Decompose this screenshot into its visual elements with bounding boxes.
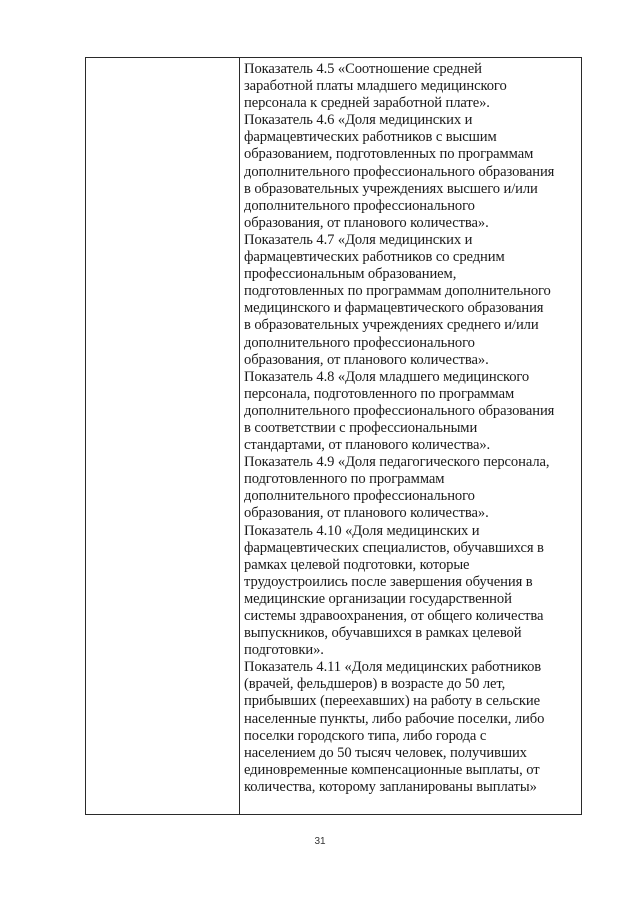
text-line: системы здравоохранения, от общего количества bbox=[244, 608, 544, 624]
text-line: медицинского и фармацевтического образования bbox=[244, 300, 544, 317]
text-line: Показатель 4.8 «Доля младшего медицинского bbox=[244, 368, 530, 385]
text-line: дополнительного профессионального образования bbox=[244, 402, 555, 419]
text-line: образованием, подготовленных по программам bbox=[244, 146, 534, 163]
text-line: Показатель 4.9 «Доля педагогического персонала, bbox=[244, 454, 550, 471]
text-line: подготовленного по программам bbox=[244, 471, 445, 488]
text-line: населенные пункты, либо рабочие поселки, либо bbox=[244, 710, 545, 727]
text-line: фармацевтических специалистов, обучавшихся в bbox=[244, 539, 544, 556]
column-divider bbox=[239, 58, 240, 814]
text-line: рамках целевой подготовки, которые bbox=[244, 556, 470, 573]
text-line: Показатель 4.6 «Доля медицинских и bbox=[244, 112, 473, 129]
text-line: дополнительного профессионального образования bbox=[244, 163, 555, 180]
text-line: фармацевтических работников с высшим bbox=[244, 129, 497, 146]
text-line: Показатель 4.11 «Доля медицинских работников bbox=[244, 659, 542, 676]
text-line: профессиональным образованием, bbox=[244, 266, 457, 283]
text-line: персонала к средней заработной плате». bbox=[244, 95, 490, 112]
text-line: в образовательных учреждениях высшего и/или bbox=[244, 180, 538, 197]
text-line: дополнительного профессионального bbox=[244, 488, 475, 505]
text-line: образования, от планового количества». bbox=[244, 505, 489, 522]
page-number: 31 bbox=[314, 836, 326, 847]
text-line: количества, которому запланированы выплаты» bbox=[244, 778, 537, 795]
text-line: Показатель 4.10 «Доля медицинских и bbox=[244, 522, 480, 539]
text-line: подготовки». bbox=[244, 642, 324, 659]
text-line: медицинские организации государственной bbox=[244, 590, 512, 607]
text-line: единовременные компенсационные выплаты, от bbox=[244, 761, 540, 778]
text-line: фармацевтических работников со средним bbox=[244, 249, 505, 266]
text-line: стандартами, от планового количества». bbox=[244, 437, 491, 454]
table-right-cell bbox=[244, 61, 578, 796]
text-line: подготовленных по программам дополнительного bbox=[244, 283, 551, 300]
text-line: населением до 50 тысяч человек, получивших bbox=[244, 744, 527, 761]
text-line: Показатель 4.5 «Соотношение средней bbox=[244, 61, 482, 77]
document-table bbox=[85, 57, 582, 815]
text-line: трудоустроились после завершения обучения в bbox=[244, 573, 533, 590]
table-left-cell bbox=[86, 58, 239, 814]
text-line: образования, от планового количества». bbox=[244, 351, 489, 368]
text-line: персонала, подготовленного по программам bbox=[244, 385, 515, 402]
text-line: выпускников, обучавшихся в рамках целевой bbox=[244, 625, 522, 642]
text-line: (врачей, фельдшеров) в возрасте до 50 лет, bbox=[244, 676, 506, 693]
text-line: дополнительного профессионального bbox=[244, 334, 475, 351]
text-line: заработной платы младшего медицинского bbox=[244, 78, 507, 95]
text-line: в соответствии с профессиональными bbox=[244, 419, 478, 436]
text-line: поселки городского типа, либо города с bbox=[244, 727, 487, 744]
text-line: образования, от планового количества». bbox=[244, 214, 489, 231]
text-line: дополнительного профессионального bbox=[244, 197, 475, 214]
text-line: Показатель 4.7 «Доля медицинских и bbox=[244, 231, 473, 248]
text-line: в образовательных учреждениях среднего и/или bbox=[244, 317, 539, 334]
text-line: прибывших (переехавших) на работу в сельские bbox=[244, 693, 540, 710]
